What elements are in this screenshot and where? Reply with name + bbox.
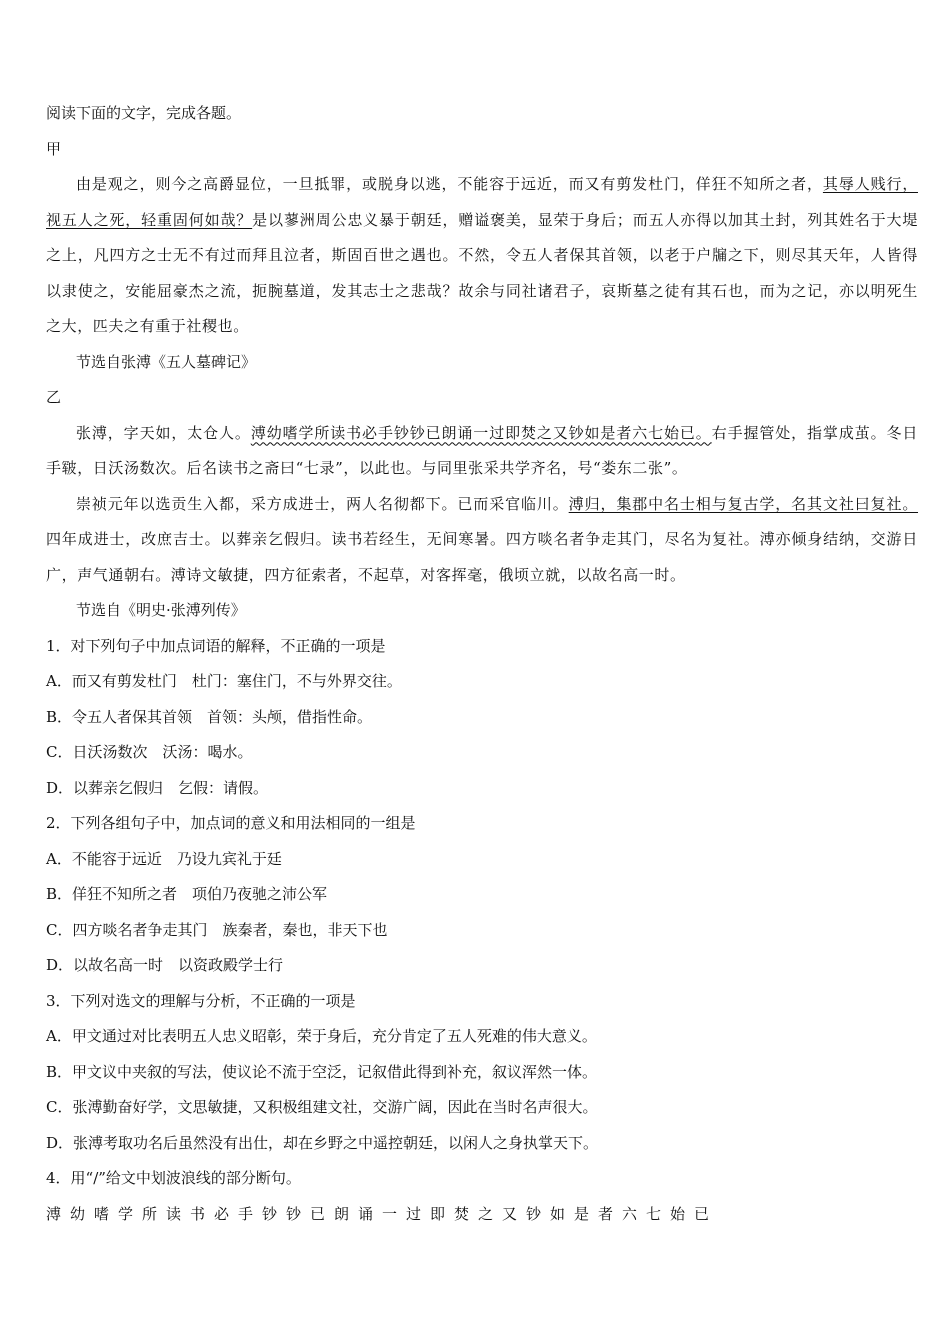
question-4-sentence: 溥幼嗜学所读书必手钞钞已朗诵一过即焚之又钞如是者六七始已 xyxy=(46,1204,719,1223)
exam-page xyxy=(46,96,918,1232)
question-1-option-d: D．以葬亲乞假归 乞假：请假。 xyxy=(46,778,269,797)
passage-b-text-3: 崇祯元年以选贡生入都，采方成进士，两人名彻都下。已而采官临川。 xyxy=(76,494,569,513)
passage-b-text-4: 四年成进士，改庶吉士。以葬亲乞假归。读书若经生，无间寒暑。四方啖名者争走其门，尽名为复社。溥亦倾身结纳，交游日广，声气通朝右。溥诗文敏捷，四方征索者，不起草，对客挥毫，俄顷立就，以故名高一时。 xyxy=(46,530,918,584)
passage-a-paragraph xyxy=(46,167,918,345)
question-3-option-a: A．甲文通过对比表明五人忠义昭彰，荣于身后，充分肯定了五人死难的伟大意义。 xyxy=(46,1027,597,1045)
question-2-stem: 2．下列各组句子中，加点词的意义和用法相同的一组是 xyxy=(46,814,416,832)
passage-a-source: 节选自张溥《五人墓碑记》 xyxy=(76,352,257,371)
passage-b-wavy: 溥幼嗜学所读书必手钞钞已朗诵一过即焚之又钞如是者六七始已。 xyxy=(250,423,712,442)
question-3-option-d: D．张溥考取功名后虽然没有出仕，却在乡野之中遥控朝廷，以闲人之身执掌天下。 xyxy=(46,1133,599,1152)
question-3-stem: 3．下列对选文的理解与分析，不正确的一项是 xyxy=(46,991,356,1010)
question-4-stem: 4．用“/”给文中划波浪线的部分断句。 xyxy=(46,1169,301,1187)
question-2-option-a: A．不能容于远近 乃设九宾礼于廷 xyxy=(46,849,282,868)
passage-b-text-2: 右手握管处，指掌成茧。冬日手皲，日沃汤数次。后名读书之斋曰“七录”，以此也。与同里张采共学齐名，号“娄东二张”。 xyxy=(46,423,918,477)
passage-b-source: 节选自《明史·张溥列传》 xyxy=(76,601,246,619)
question-3-option-c: C．张溥勤奋好学，文思敏捷，又积极组建文社，交游广阔，因此在当时名声很大。 xyxy=(46,1098,598,1116)
passage-a-text-1: 由是观之，则今之高爵显位，一旦抵罪，或脱身以逃，不能容于远近，而又有剪发杜门，佯狂不知所之者， xyxy=(76,175,823,193)
passage-a-text-2: 是以蓼洲周公忠义暴于朝廷，赠谥褒美，显荣于身后；而五人亦得以加其土封，列其姓名于大堤之上，凡四方之士无不有过而拜且泣者，斯固百世之遇也。不然，令五人者保其首领，以老于户牖之下，则尽其天年，人皆得以隶使之，安能屈豪杰之流，扼腕墓道，发其志士之悲哉？故余与同社诸君子，哀斯墓之徒有其石也，而为之记，亦以明死生之大，匹夫之有重于社稷也。 xyxy=(46,210,918,335)
question-1-option-b: B．令五人者保其首领 首领：头颅，借指性命。 xyxy=(46,707,373,726)
question-2-option-c: C．四方啖名者争走其门 族秦者，秦也，非天下也 xyxy=(46,920,388,939)
question-1-stem: 1．对下列句子中加点词语的解释，不正确的一项是 xyxy=(46,636,386,655)
question-3-option-b: B．甲文议中夹叙的写法，使议论不流于空泛，记叙借此得到补充，叙议浑然一体。 xyxy=(46,1062,598,1081)
passage-a-underlined: 其辱人贱行，视五人之死，轻重固何如哉？ xyxy=(46,175,918,229)
question-2-option-b: B．佯狂不知所之者 项伯乃夜驰之沛公军 xyxy=(46,885,328,903)
question-1-option-a: A．而又有剪发杜门 杜门：塞住门，不与外界交往。 xyxy=(46,672,402,690)
passage-a-label: 甲 xyxy=(46,139,62,158)
passage-b-text-1: 张溥，字天如，太仓人。 xyxy=(76,423,251,442)
question-1-option-c: C．日沃汤数次 沃汤：喝水。 xyxy=(46,743,253,761)
passage-b-paragraph-1 xyxy=(46,416,918,487)
instruction: 阅读下面的文字，完成各题。 xyxy=(46,104,242,122)
question-2-option-d: D．以故名高一时 以资政殿学士行 xyxy=(46,956,284,974)
passage-b-underlined: 溥归，集郡中名士相与复古学，名其文社曰复社。 xyxy=(568,494,919,513)
passage-b-label: 乙 xyxy=(46,388,62,406)
passage-b-paragraph-2 xyxy=(46,487,918,594)
